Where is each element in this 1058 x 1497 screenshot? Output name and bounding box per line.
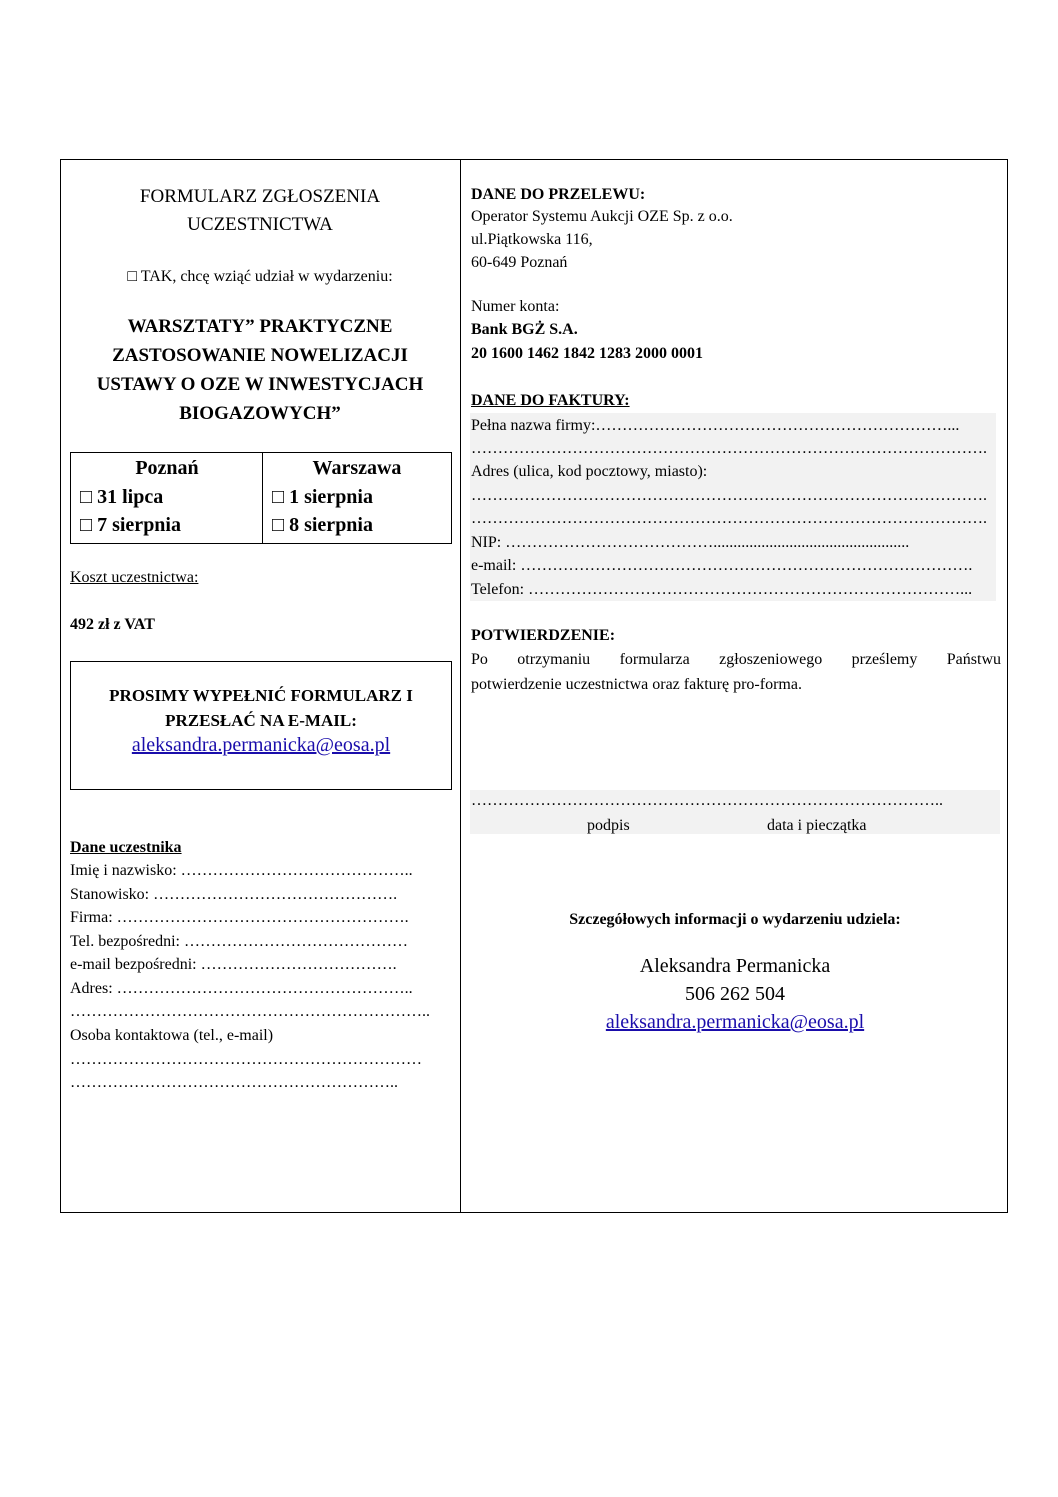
signature-label: podpis xyxy=(587,817,630,834)
invoice-company-field-2[interactable]: ……………………………………………………………………………………. xyxy=(471,440,987,457)
invoice-company-field[interactable]: Pełna nazwa firmy:…………………………………………………………... xyxy=(471,417,960,434)
notice-line-2: PRZESŁAĆ NA E-MAIL: xyxy=(165,711,357,730)
event-title-line-2: ZASTOSOWANIE NOWELIZACJI xyxy=(112,345,408,366)
date-option-poznan-2[interactable] xyxy=(80,514,181,537)
participant-address-field-2[interactable]: ………………………………………………………….. xyxy=(70,1003,430,1020)
participant-name-field[interactable]: Imię i nazwisko: …………………………………….. xyxy=(70,862,413,879)
bank-name: Bank BGŻ S.A. xyxy=(471,321,578,338)
participation-checkbox-row[interactable] xyxy=(62,268,458,286)
invoice-address-field-1[interactable]: ……………………………………………………………………………………. xyxy=(471,487,987,504)
participant-email-field[interactable]: e-mail bezpośredni: ………………………………. xyxy=(70,956,397,973)
contact-email-wrap xyxy=(462,1011,1008,1034)
notice-email-wrap xyxy=(72,734,450,757)
date-label: 1 sierpnia xyxy=(289,486,373,508)
invoice-nip-field[interactable]: NIP: …………………………………................................................. xyxy=(471,534,910,551)
notice-line-1: PROSIMY WYPEŁNIĆ FORMULARZ I xyxy=(109,686,413,705)
date-label: 7 sierpnia xyxy=(97,514,181,536)
transfer-company: Operator Systemu Aukcji OZE Sp. z o.o. xyxy=(471,208,733,225)
participant-heading: Dane uczestnika xyxy=(70,839,182,856)
column-divider xyxy=(460,159,461,1213)
invoice-phone-field[interactable]: Telefon: ………………………………………………………………………... xyxy=(471,581,973,598)
city-table-divider xyxy=(262,452,263,544)
form-title-line-1: FORMULARZ ZGŁOSZENIA xyxy=(139,186,381,207)
checkbox-icon[interactable]: □ xyxy=(272,486,285,508)
contact-person-field-1[interactable]: ………………………………………………………… xyxy=(70,1051,422,1068)
date-label: 8 sierpnia xyxy=(289,514,373,536)
date-option-poznan-1[interactable] xyxy=(80,486,163,509)
date-label: 31 lipca xyxy=(97,486,164,508)
signature-line[interactable]: …………………………………………………………………………….. xyxy=(471,792,943,809)
account-label: Numer konta: xyxy=(471,298,560,315)
invoice-address-field-2[interactable]: ……………………………………………………………………………………. xyxy=(471,510,987,527)
participant-position-field[interactable]: Stanowisko: ………………………………………. xyxy=(70,886,398,903)
transfer-heading: DANE DO PRZELEWU: xyxy=(471,186,646,203)
confirm-heading: POTWIERDZENIE: xyxy=(471,627,616,644)
checkbox-icon[interactable]: □ xyxy=(127,268,137,285)
invoice-address-label: Adres (ulica, kod pocztowy, miasto): xyxy=(471,463,708,480)
date-option-warszawa-2[interactable] xyxy=(272,514,373,537)
participant-company-field[interactable]: Firma: ………………………………………………. xyxy=(70,909,409,926)
invoice-heading: DANE DO FAKTURY: xyxy=(471,392,630,409)
city-warszawa-header: Warszawa xyxy=(312,457,402,479)
contact-person-field-2[interactable]: …………………………………………………….. xyxy=(70,1074,398,1091)
checkbox-icon[interactable]: □ xyxy=(80,486,93,508)
tak-label: TAK, chcę wziąć udział w wydarzeniu: xyxy=(140,268,393,285)
event-title-line-1: WARSZTATY” PRAKTYCZNE xyxy=(127,316,393,337)
transfer-street: ul.Piątkowska 116, xyxy=(471,231,593,248)
contact-phone: 506 262 504 xyxy=(685,983,785,1005)
event-title-line-3: USTAWY O OZE W INWESTYCJACH xyxy=(96,374,424,395)
account-number: 20 1600 1462 1842 1283 2000 0001 xyxy=(471,345,703,362)
transfer-city: 60-649 Poznań xyxy=(471,254,568,271)
checkbox-icon[interactable]: □ xyxy=(80,514,93,536)
confirm-line-2: potwierdzenie uczestnictwa oraz fakturę pro-forma. xyxy=(471,676,802,693)
checkbox-icon[interactable]: □ xyxy=(272,514,285,536)
cost-value: 492 zł z VAT xyxy=(70,616,155,633)
city-poznan-header: Poznań xyxy=(135,457,199,479)
contact-email-link[interactable]: aleksandra.permanicka@eosa.pl xyxy=(605,1011,865,1033)
contact-name: Aleksandra Permanicka xyxy=(639,955,831,977)
notice-email-link[interactable]: aleksandra.permanicka@eosa.pl xyxy=(131,734,391,756)
date-option-warszawa-1[interactable] xyxy=(272,486,373,509)
event-title-line-4: BIOGAZOWYCH” xyxy=(179,403,341,424)
participant-address-field[interactable]: Adres: ……………………………………………….. xyxy=(70,980,413,997)
participant-phone-field[interactable]: Tel. bezpośredni: …………………………………… xyxy=(70,933,408,950)
info-heading: Szczegółowych informacji o wydarzeniu udziela: xyxy=(569,911,901,928)
form-title-line-2: UCZESTNICTWA xyxy=(187,214,333,235)
cost-label: Koszt uczestnictwa: xyxy=(70,569,199,586)
confirm-line-1: Po otrzymaniu formularza zgłoszeniowego prześlemy Państwu xyxy=(471,651,1001,668)
date-stamp-label: data i pieczątka xyxy=(767,817,867,834)
invoice-email-field[interactable]: e-mail: …………………………………………………………………………. xyxy=(471,557,973,574)
contact-person-label: Osoba kontaktowa (tel., e-mail) xyxy=(70,1027,274,1044)
